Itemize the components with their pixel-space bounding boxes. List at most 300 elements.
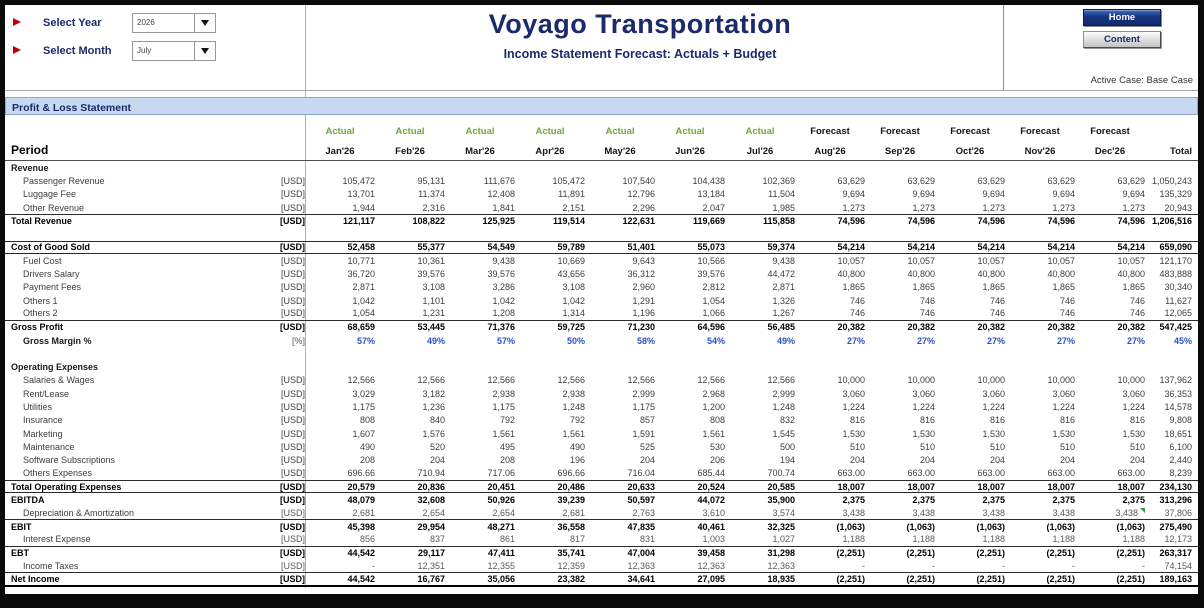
- table-cell: 746: [989, 295, 1005, 306]
- month-dropdown-value[interactable]: July: [137, 46, 152, 55]
- table-cell: 1,944: [352, 202, 375, 213]
- table-cell: 12,351: [417, 561, 445, 572]
- worksheet: [5, 5, 1198, 594]
- table-cell: (1,063): [976, 521, 1005, 532]
- row-total-cell: 1,050,243: [1151, 175, 1192, 186]
- row-total-cell: 135,329: [1159, 189, 1192, 200]
- table-cell: 857: [639, 415, 655, 426]
- table-cell: 12,796: [627, 189, 655, 200]
- row-unit: [USD]: [280, 428, 305, 439]
- table-row: [5, 414, 1198, 427]
- content-button[interactable]: Content: [1083, 31, 1161, 48]
- table-cell: 1,273: [982, 202, 1005, 213]
- row-total-cell: 6,100: [1169, 441, 1192, 452]
- table-cell: 710.94: [417, 468, 445, 479]
- row-unit: [USD]: [280, 175, 305, 186]
- table-cell: 856: [359, 534, 375, 545]
- table-cell: 11,504: [768, 189, 795, 200]
- table-cell: 1,196: [632, 308, 655, 319]
- table-cell: 1,224: [1052, 401, 1075, 412]
- table-cell: 1,208: [492, 308, 515, 319]
- table-cell: 3,438: [842, 507, 865, 518]
- table-row: [5, 493, 1198, 506]
- column-type-label: Forecast: [950, 126, 990, 137]
- table-row: [5, 547, 1198, 560]
- table-cell: 74,596: [1047, 216, 1075, 227]
- row-label: Total Operating Expenses: [11, 481, 122, 492]
- select-month-marker-icon: [13, 46, 21, 54]
- table-cell: 40,800: [1117, 269, 1145, 280]
- table-cell: (2,251): [836, 573, 865, 584]
- table-cell: 2,968: [702, 388, 725, 399]
- table-row: [5, 188, 1198, 201]
- row-unit: [USD]: [280, 216, 305, 227]
- table-cell: 490: [569, 441, 585, 452]
- table-row: [5, 174, 1198, 187]
- table-cell: 50,926: [487, 495, 515, 506]
- table-cell: 12,355: [487, 561, 515, 572]
- table-cell: -: [1002, 561, 1005, 572]
- table-cell: 663.00: [1047, 468, 1075, 479]
- table-cell: 1,054: [352, 308, 375, 319]
- row-label: EBT: [11, 548, 29, 559]
- row-label: Net Income: [11, 573, 60, 584]
- row-label: Cost of Good Sold: [11, 242, 90, 253]
- row-label: Marketing: [23, 428, 63, 439]
- table-row: [5, 321, 1198, 334]
- column-month-label: Dec'26: [1094, 146, 1126, 157]
- column-type-label: Actual: [395, 126, 425, 137]
- table-cell: 204: [919, 455, 935, 466]
- row-total-cell: 275,490: [1159, 521, 1192, 532]
- table-cell: 1,188: [912, 534, 935, 545]
- row-label: Drivers Salary: [23, 269, 80, 280]
- table-cell: 74,596: [907, 216, 935, 227]
- row-total-cell: 137,962: [1159, 375, 1192, 386]
- table-cell: (2,251): [976, 573, 1005, 584]
- row-unit: [USD]: [280, 269, 305, 280]
- table-cell: 40,800: [907, 269, 935, 280]
- table-cell: 746: [1129, 308, 1145, 319]
- column-type-label: Forecast: [1090, 126, 1130, 137]
- table-cell: 9,694: [912, 189, 935, 200]
- table-cell: 27%: [916, 335, 935, 346]
- active-case-status: Active Case: Base Case: [1090, 75, 1193, 86]
- row-total-cell: 45%: [1173, 335, 1192, 346]
- select-year-label: Select Year: [43, 17, 102, 29]
- table-cell: 74,596: [837, 216, 865, 227]
- table-cell: 39,576: [697, 269, 725, 280]
- table-cell: 1,224: [842, 401, 865, 412]
- row-label: Total Revenue: [11, 216, 72, 227]
- table-cell: 663.00: [907, 468, 935, 479]
- table-cell: 64,596: [697, 322, 725, 333]
- table-cell: 54,549: [487, 242, 515, 253]
- table-cell: 111,676: [483, 175, 515, 186]
- table-cell: 1,248: [772, 401, 795, 412]
- table-cell: 54,214: [837, 242, 865, 253]
- table-cell: 1,530: [982, 428, 1005, 439]
- table-cell: 54,214: [907, 242, 935, 253]
- table-cell: 831: [639, 534, 655, 545]
- table-row: [5, 507, 1198, 520]
- column-type-label: Forecast: [810, 126, 850, 137]
- table-cell: 107,540: [622, 175, 655, 186]
- table-row: [5, 440, 1198, 453]
- table-cell: 12,566: [347, 375, 375, 386]
- row-unit: [USD]: [280, 548, 305, 559]
- table-cell: 53,445: [417, 322, 445, 333]
- table-cell: 1,188: [982, 534, 1005, 545]
- table-row: [5, 294, 1198, 307]
- table-cell: 1,248: [562, 401, 585, 412]
- table-cell: 54%: [706, 335, 725, 346]
- row-label: Depreciation & Amortization: [23, 507, 135, 518]
- month-dropdown-button[interactable]: [194, 42, 215, 60]
- column-month-label: Mar'26: [465, 146, 495, 157]
- table-cell: 2,375: [1122, 495, 1145, 506]
- table-cell: 1,175: [492, 401, 515, 412]
- table-cell: 71,376: [487, 322, 515, 333]
- table-cell: 10,000: [907, 375, 935, 386]
- table-cell: 20,836: [417, 481, 445, 492]
- row-total-cell: 263,317: [1159, 548, 1192, 559]
- table-cell: 663.00: [977, 468, 1005, 479]
- table-cell: 55,377: [417, 242, 445, 253]
- table-cell: 1,326: [772, 295, 795, 306]
- column-month-label: Apr'26: [535, 146, 565, 157]
- row-unit: [USD]: [280, 534, 305, 545]
- table-cell: 44,542: [347, 573, 375, 584]
- table-cell: 12,566: [417, 375, 445, 386]
- table-cell: 10,000: [1117, 375, 1145, 386]
- table-cell: 663.00: [1117, 468, 1145, 479]
- table-cell: 2,871: [772, 282, 795, 293]
- table-row: [5, 227, 1198, 240]
- row-label: Insurance: [23, 415, 63, 426]
- table-cell: 1,985: [772, 202, 795, 213]
- table-cell: 35,900: [767, 495, 795, 506]
- table-row: [5, 281, 1198, 294]
- table-cell: 2,047: [702, 202, 725, 213]
- row-label: Software Subscriptions: [23, 455, 116, 466]
- table-cell: 717.06: [487, 468, 515, 479]
- table-cell: 510: [849, 441, 865, 452]
- page-subtitle: Income Statement Forecast: Actuals + Budget: [503, 47, 777, 61]
- table-cell: 29,117: [417, 548, 445, 559]
- table-cell: 746: [919, 295, 935, 306]
- table-row: [5, 267, 1198, 280]
- table-cell: 18,007: [1117, 481, 1145, 492]
- table-cell: 746: [849, 295, 865, 306]
- table-cell: 716.04: [627, 468, 655, 479]
- table-cell: 63,629: [1047, 175, 1075, 186]
- table-cell: 16,767: [417, 573, 445, 584]
- table-cell: (1,063): [1046, 521, 1075, 532]
- table-cell: 510: [989, 441, 1005, 452]
- table-cell: -: [372, 561, 375, 572]
- table-cell: 20,451: [487, 481, 515, 492]
- table-cell: 3,438: [1052, 507, 1075, 518]
- table-cell: 3,060: [912, 388, 935, 399]
- row-label: EBIT: [11, 521, 32, 532]
- table-cell: 1,530: [912, 428, 935, 439]
- row-unit: [USD]: [280, 481, 305, 492]
- table-cell: 10,000: [1047, 375, 1075, 386]
- table-cell: 12,408: [487, 189, 515, 200]
- table-cell: 3,438: [982, 507, 1005, 518]
- row-unit: [USD]: [280, 455, 305, 466]
- row-unit: [USD]: [280, 282, 305, 293]
- table-cell: 20,382: [1117, 322, 1145, 333]
- table-cell: 63,629: [1117, 175, 1145, 186]
- table-cell: 2,375: [982, 495, 1005, 506]
- chevron-down-icon: [201, 48, 209, 54]
- table-cell: 204: [639, 455, 655, 466]
- table-cell: 1,607: [352, 428, 375, 439]
- year-dropdown-button[interactable]: [194, 14, 215, 32]
- table-cell: -: [1072, 561, 1075, 572]
- table-cell: 12,566: [487, 375, 515, 386]
- table-cell: 1,545: [772, 428, 795, 439]
- table-cell: 792: [499, 415, 515, 426]
- table-cell: 54,214: [1047, 242, 1075, 253]
- table-cell: 746: [1129, 295, 1145, 306]
- year-dropdown-value[interactable]: 2026: [137, 18, 155, 27]
- month-dropdown[interactable]: [132, 41, 216, 61]
- row-unit: [USD]: [280, 375, 305, 386]
- row-label: Others 1: [23, 295, 58, 306]
- row-total-cell: 12,065: [1164, 308, 1192, 319]
- table-cell: 816: [849, 415, 865, 426]
- table-cell: 696.66: [557, 468, 585, 479]
- table-cell: 36,720: [347, 269, 375, 280]
- column-month-label: May'26: [604, 146, 636, 157]
- table-cell: (1,063): [836, 521, 865, 532]
- table-cell: 816: [1059, 415, 1075, 426]
- table-cell: -: [932, 561, 935, 572]
- table-cell: (1,063): [906, 521, 935, 532]
- table-cell: 35,056: [487, 573, 515, 584]
- table-cell: 48,079: [347, 495, 375, 506]
- table-cell: 1,224: [912, 401, 935, 412]
- table-cell: 48,271: [487, 521, 515, 532]
- table-cell: 1,200: [702, 401, 725, 412]
- row-label: Payment Fees: [23, 282, 82, 293]
- table-cell: 55,073: [697, 242, 725, 253]
- table-cell: 1,273: [842, 202, 865, 213]
- row-unit: [USD]: [280, 308, 305, 319]
- table-cell: 1,865: [1122, 282, 1145, 293]
- row-total-cell: 8,239: [1169, 468, 1192, 479]
- row-label: Others Expenses: [23, 468, 93, 479]
- table-cell: 9,643: [632, 255, 655, 266]
- table-body: [5, 161, 1198, 587]
- table-row: [5, 454, 1198, 467]
- row-total-cell: 9,808: [1169, 415, 1192, 426]
- row-unit: [USD]: [280, 441, 305, 452]
- row-label: Maintenance: [23, 441, 75, 452]
- table-cell: 510: [1059, 441, 1075, 452]
- table-row: [5, 400, 1198, 413]
- table-cell: 206: [709, 455, 725, 466]
- table-cell: 1,865: [982, 282, 1005, 293]
- table-row: [5, 161, 1198, 174]
- table-cell: 2,812: [702, 282, 725, 293]
- table-cell: 1,175: [632, 401, 655, 412]
- row-label: EBITDA: [11, 495, 45, 506]
- page-title: Voyago Transportation: [488, 9, 792, 39]
- row-unit: [USD]: [280, 295, 305, 306]
- table-cell: 808: [359, 415, 375, 426]
- table-cell: 9,438: [492, 255, 515, 266]
- table-cell: 12,566: [557, 375, 585, 386]
- table-cell: 27%: [846, 335, 865, 346]
- row-total-cell: 234,130: [1159, 481, 1192, 492]
- table-cell: 525: [639, 441, 655, 452]
- table-cell: 746: [1059, 295, 1075, 306]
- table-cell: 13,184: [697, 189, 725, 200]
- row-unit: [USD]: [280, 495, 305, 506]
- table-cell: 700.74: [767, 468, 795, 479]
- table-cell: 808: [709, 415, 725, 426]
- table-cell: 3,060: [1052, 388, 1075, 399]
- table-cell: 59,374: [767, 242, 795, 253]
- table-cell: 3,286: [492, 282, 515, 293]
- table-cell: 40,800: [837, 269, 865, 280]
- table-cell: (2,251): [1046, 548, 1075, 559]
- home-button[interactable]: Home: [1083, 9, 1161, 26]
- row-unit: [USD]: [280, 468, 305, 479]
- table-cell: 2,763: [632, 507, 655, 518]
- table-cell: 12,566: [697, 375, 725, 386]
- table-cell: 792: [569, 415, 585, 426]
- row-label: Other Revenue: [23, 202, 85, 213]
- column-month-label: Aug'26: [814, 146, 846, 157]
- table-cell: 2,938: [562, 388, 585, 399]
- table-cell: 2,151: [562, 202, 585, 213]
- table-cell: 2,938: [492, 388, 515, 399]
- table-header: [5, 119, 1198, 161]
- row-total-cell: 74,154: [1164, 561, 1192, 572]
- table-cell: 2,654: [422, 507, 445, 518]
- year-dropdown[interactable]: [132, 13, 216, 33]
- row-unit: [USD]: [280, 415, 305, 426]
- column-type-label: Actual: [535, 126, 565, 137]
- table-cell: (2,251): [1046, 573, 1075, 584]
- table-cell: 119,514: [552, 216, 585, 227]
- table-cell: 20,579: [347, 481, 375, 492]
- table-cell: 122,631: [622, 216, 655, 227]
- table-cell: 9,694: [1122, 189, 1145, 200]
- table-cell: 39,458: [697, 548, 725, 559]
- table-row: [5, 334, 1198, 347]
- column-month-label: Jul'26: [746, 146, 774, 157]
- table-cell: 115,858: [762, 216, 795, 227]
- table-cell: 56,485: [767, 322, 795, 333]
- row-label: Operating Expenses: [11, 362, 99, 373]
- column-type-label: Actual: [325, 126, 355, 137]
- table-cell: 50%: [566, 335, 585, 346]
- table-cell: 20,382: [907, 322, 935, 333]
- table-row: [5, 573, 1198, 586]
- row-total-cell: 36,353: [1164, 388, 1192, 399]
- table-cell: 12,363: [767, 561, 795, 572]
- table-cell: 27%: [1056, 335, 1075, 346]
- table-cell: 34,641: [627, 573, 655, 584]
- table-cell: 32,325: [767, 521, 795, 532]
- table-cell: 10,566: [697, 255, 725, 266]
- table-cell: 2,375: [842, 495, 865, 506]
- table-cell: 119,669: [692, 216, 725, 227]
- table-cell: 2,375: [1052, 495, 1075, 506]
- table-cell: 27,095: [697, 573, 725, 584]
- table-cell: 208: [359, 455, 375, 466]
- table-cell: 1,561: [492, 428, 515, 439]
- table-cell: 3,108: [562, 282, 585, 293]
- table-cell: 840: [429, 415, 445, 426]
- table-cell: 495: [499, 441, 515, 452]
- row-total-cell: 30,340: [1164, 282, 1192, 293]
- column-month-label: Feb'26: [395, 146, 425, 157]
- table-cell: 59,725: [557, 322, 585, 333]
- column-month-label: Nov'26: [1024, 146, 1056, 157]
- table-cell: 204: [429, 455, 445, 466]
- table-cell: 2,316: [422, 202, 445, 213]
- table-cell: 3,060: [842, 388, 865, 399]
- table-row: [5, 480, 1198, 493]
- table-cell: 10,361: [417, 255, 445, 266]
- table-row: [5, 520, 1198, 533]
- table-cell: -: [1142, 561, 1145, 572]
- column-month-label: Sep'26: [884, 146, 916, 157]
- table-cell: 10,669: [557, 255, 585, 266]
- row-label: Rent/Lease: [23, 388, 70, 399]
- table-cell: 3,060: [982, 388, 1005, 399]
- row-total-cell: 547,425: [1159, 322, 1192, 333]
- row-total-cell: 11,627: [1165, 295, 1192, 306]
- row-unit: [USD]: [280, 202, 305, 213]
- table-cell: 1,042: [562, 295, 585, 306]
- table-cell: 12,566: [767, 375, 795, 386]
- table-cell: 121,117: [342, 216, 375, 227]
- table-cell: 10,057: [837, 255, 865, 266]
- table-cell: 510: [919, 441, 935, 452]
- table-cell: 10,057: [977, 255, 1005, 266]
- table-cell: 51,401: [627, 242, 655, 253]
- table-row: [5, 533, 1198, 546]
- row-unit: [%]: [291, 335, 305, 346]
- row-unit: [USD]: [280, 561, 305, 572]
- table-cell: 10,000: [977, 375, 1005, 386]
- table-cell: 125,925: [482, 216, 515, 227]
- row-unit: [USD]: [280, 255, 305, 266]
- table-cell: 1,042: [352, 295, 375, 306]
- table-row: [5, 241, 1198, 254]
- table-cell: 204: [849, 455, 865, 466]
- table-cell: 1,291: [632, 295, 655, 306]
- row-unit: [USD]: [280, 388, 305, 399]
- row-label: Salaries & Wages: [23, 375, 95, 386]
- table-cell: 696.66: [347, 468, 375, 479]
- table-cell: 36,558: [557, 521, 585, 532]
- table-cell: 1,188: [1122, 534, 1145, 545]
- table-row: [5, 427, 1198, 440]
- table-cell: 746: [919, 308, 935, 319]
- table-row: [5, 347, 1198, 360]
- table-cell: 204: [1059, 455, 1075, 466]
- table-cell: 13,701: [347, 189, 375, 200]
